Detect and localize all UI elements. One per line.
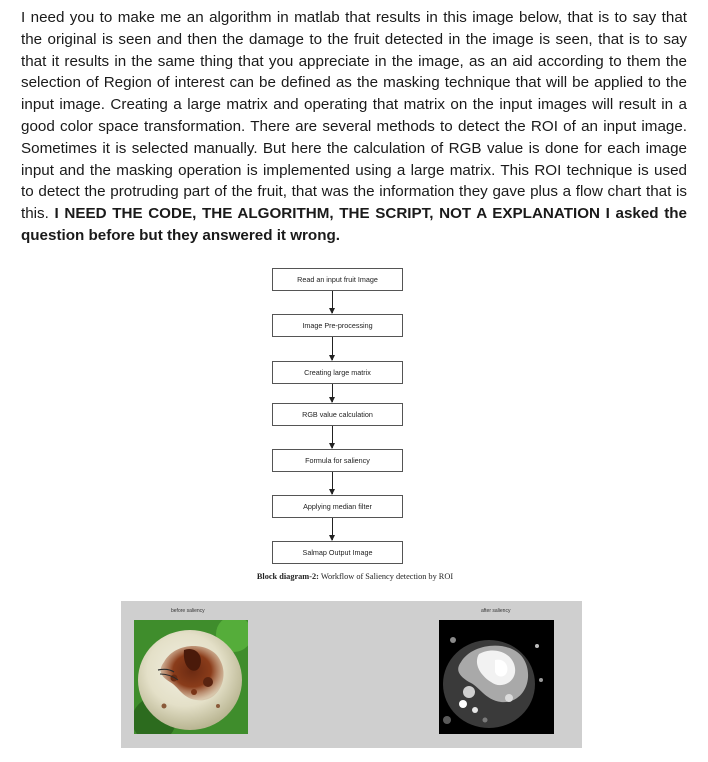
- after-saliency-label: after saliency: [481, 608, 511, 614]
- before-saliency-label: before saliency: [171, 608, 205, 614]
- question-body: I need you to make me an algorithm in matlab that results in this image below, that is to say that the original is seen and then the damage to the fruit detected in the image is seen, that is to say that it results in the same thing that you appreciate in the image, as an aid according to them the selection of Region of interest can be defined as the masking technique that will be applied to the input image. Creating a large matrix and operating that matrix on the input images will result in a good color space transformation. There are several methods to detect the ROI of an input image. Sometimes it is selected manually. But here the calculation of RGB value is done for each image input and the masking operation is implemented using a large matrix. This ROI technique is used to detect the protruding part of the fruit, that was the information they gave plus a flow chart that is this.: [21, 9, 687, 223]
- flow-arrow: [332, 291, 333, 313]
- flow-step-saliency-formula: Formula for saliency: [272, 449, 403, 472]
- flow-step-read-image: Read an input fruit Image: [272, 268, 403, 291]
- flow-arrow: [332, 337, 333, 360]
- flow-step-median-filter: Applying median filter: [272, 495, 403, 518]
- original-fruit-image: [134, 620, 248, 734]
- workflow-block-diagram: [240, 266, 470, 586]
- flow-arrow: [332, 518, 333, 540]
- flow-arrow: [332, 384, 333, 402]
- question-text: [21, 7, 687, 247]
- flow-arrow: [332, 472, 333, 494]
- saliency-map-image: [439, 620, 554, 734]
- saliency-comparison-figure: [121, 601, 582, 748]
- flow-arrow: [332, 426, 333, 448]
- caption-label: Block diagram-2:: [256, 572, 319, 581]
- flow-step-rgb-calculation: RGB value calculation: [272, 403, 403, 426]
- flow-step-salmap-output: Salmap Output Image: [272, 541, 403, 564]
- flow-step-large-matrix: Creating large matrix: [272, 361, 403, 384]
- diagram-caption: [240, 572, 470, 581]
- flow-step-preprocessing: Image Pre-processing: [272, 314, 403, 337]
- question-emphasis: I NEED THE CODE, THE ALGORITHM, THE SCRIPT, NOT A EXPLANATION I asked the question before but they answered it wrong.: [21, 205, 687, 244]
- caption-text: Workflow of Saliency detection by ROI: [318, 572, 454, 581]
